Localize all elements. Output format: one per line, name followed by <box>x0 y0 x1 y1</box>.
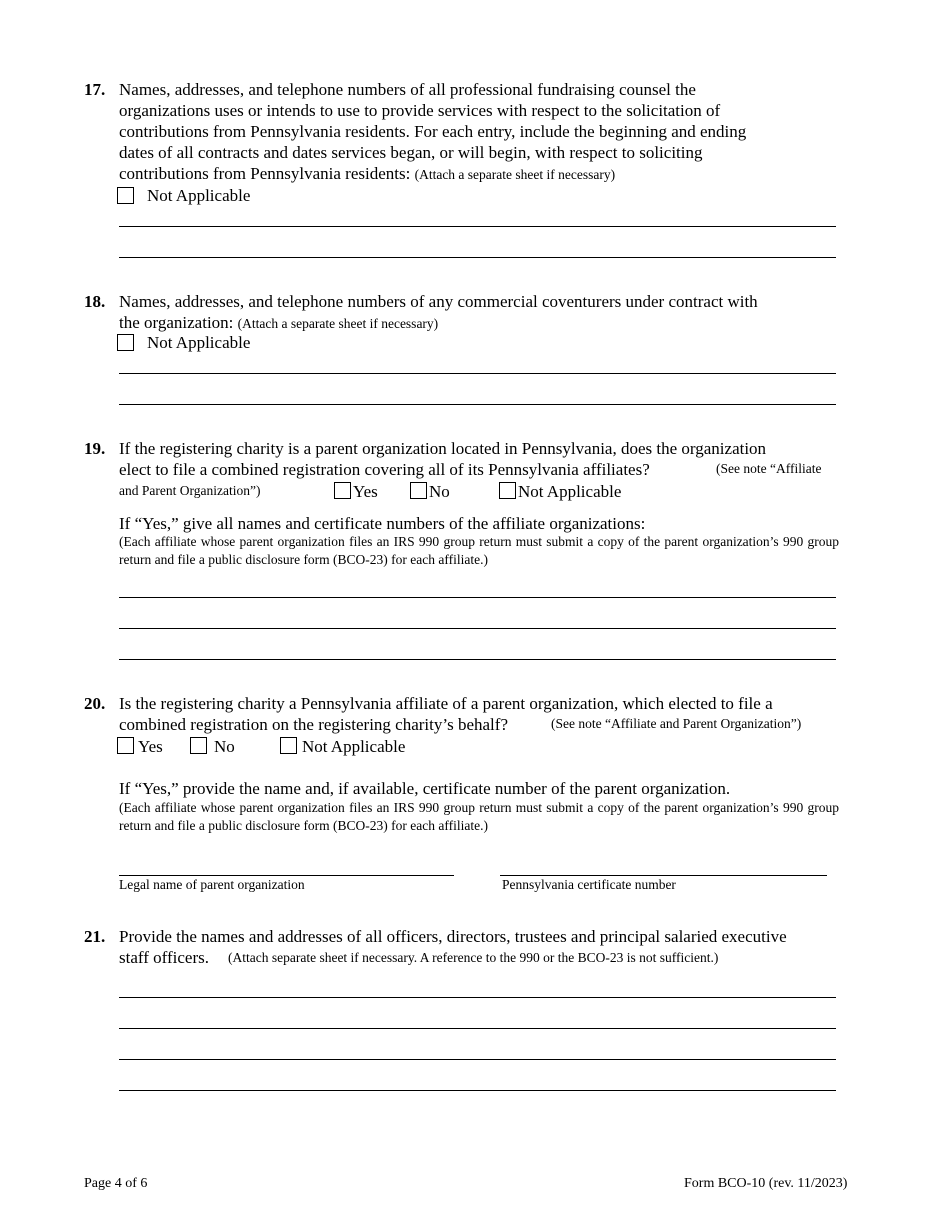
q19-no-label: No <box>429 482 450 501</box>
q19-yes-label: Yes <box>353 482 378 501</box>
q21-answer-line[interactable] <box>119 1059 836 1060</box>
q19-answer-line[interactable] <box>119 659 836 660</box>
q19-yes-checkbox[interactable] <box>334 482 351 499</box>
q17-line: dates of all contracts and dates services began, or will begin, with respect to soliciting <box>119 143 703 162</box>
form-id: Form BCO-10 (rev. 11/2023) <box>684 1176 848 1191</box>
q19-fine-print: (Each affiliate whose parent organization files an IRS 990 group return must submit a copy of the parent organization’s 990 group return and file a public disclosure form (BCO-23) for each affiliate.) <box>119 534 839 567</box>
q21-answer-line[interactable] <box>119 1028 836 1029</box>
q21-number: 21. <box>84 927 106 946</box>
page-number: Page 4 of 6 <box>84 1176 148 1191</box>
q17-note: (Attach a separate sheet if necessary) <box>414 167 616 182</box>
certificate-number-label: Pennsylvania certificate number <box>502 877 676 892</box>
q20-number: 20. <box>84 694 106 713</box>
q19-note: and Parent Organization”) <box>119 483 261 498</box>
q21-answer-line[interactable] <box>119 997 836 998</box>
q20-yes-checkbox[interactable] <box>117 737 134 754</box>
q19-no-checkbox[interactable] <box>410 482 427 499</box>
q20-line: Is the registering charity a Pennsylvania affiliate of a parent organization, which elected to file a <box>119 694 773 713</box>
q17-not-applicable-label: Not Applicable <box>147 186 251 205</box>
q17-not-applicable-checkbox[interactable] <box>117 187 134 204</box>
q19-line: elect to file a combined registration covering all of its Pennsylvania affiliates? <box>119 460 650 479</box>
q20-yes-label: Yes <box>138 737 163 756</box>
q19-not-applicable-label: Not Applicable <box>518 482 622 501</box>
q20-no-checkbox[interactable] <box>190 737 207 754</box>
q19-answer-line[interactable] <box>119 628 836 629</box>
q18-number: 18. <box>84 292 106 311</box>
q17-line: organizations uses or intends to use to provide services with respect to the solicitation of <box>119 101 721 120</box>
parent-name-line[interactable] <box>119 875 454 876</box>
q20-if-yes: If “Yes,” provide the name and, if available, certificate number of the parent organization. <box>119 779 731 798</box>
q18-line: Names, addresses, and telephone numbers of any commercial coventurers under contract with <box>119 292 758 311</box>
q17-answer-line[interactable] <box>119 226 836 227</box>
q18-text <box>119 291 849 334</box>
q17-line: Names, addresses, and telephone numbers of all professional fundraising counsel the <box>119 80 696 99</box>
q17-line: contributions from Pennsylvania residents. For each entry, include the beginning and ending <box>119 122 747 141</box>
q21-note: (Attach separate sheet if necessary. A reference to the 990 or the BCO-23 is not sufficient.) <box>228 950 719 965</box>
q17-answer-line[interactable] <box>119 257 836 258</box>
q19-not-applicable-checkbox[interactable] <box>499 482 516 499</box>
q18-answer-line[interactable] <box>119 404 836 405</box>
q21-line: Provide the names and addresses of all officers, directors, trustees and principal salaried executive <box>119 927 787 946</box>
q17-text <box>119 79 849 185</box>
q19-line: If the registering charity is a parent organization located in Pennsylvania, does the organization <box>119 439 767 458</box>
q19-note: (See note “Affiliate <box>716 461 822 476</box>
q20-note: (See note “Affiliate and Parent Organization”) <box>551 716 802 731</box>
q20-no-label: No <box>214 737 235 756</box>
q19-if-yes: If “Yes,” give all names and certificate numbers of the affiliate organizations: <box>119 514 646 533</box>
q20-not-applicable-checkbox[interactable] <box>280 737 297 754</box>
q18-line: the organization: <box>119 313 238 332</box>
q21-answer-line[interactable] <box>119 1090 836 1091</box>
q21-line: staff officers. <box>119 948 210 967</box>
certificate-number-line[interactable] <box>500 875 827 876</box>
q18-note: (Attach a separate sheet if necessary) <box>237 316 439 331</box>
q20-not-applicable-label: Not Applicable <box>302 737 406 756</box>
q17-line: contributions from Pennsylvania residents: <box>119 164 415 183</box>
q18-not-applicable-label: Not Applicable <box>147 333 251 352</box>
q20-fine-print: (Each affiliate whose parent organization files an IRS 990 group return must submit a copy of the parent organization’s 990 group return and file a public disclosure form (BCO-23) for each affiliate.) <box>119 800 839 833</box>
q20-line: combined registration on the registering charity’s behalf? <box>119 715 508 734</box>
parent-name-label: Legal name of parent organization <box>119 877 305 892</box>
q19-answer-line[interactable] <box>119 597 836 598</box>
q18-not-applicable-checkbox[interactable] <box>117 334 134 351</box>
q17-number: 17. <box>84 80 106 99</box>
q19-number: 19. <box>84 439 106 458</box>
q18-answer-line[interactable] <box>119 373 836 374</box>
